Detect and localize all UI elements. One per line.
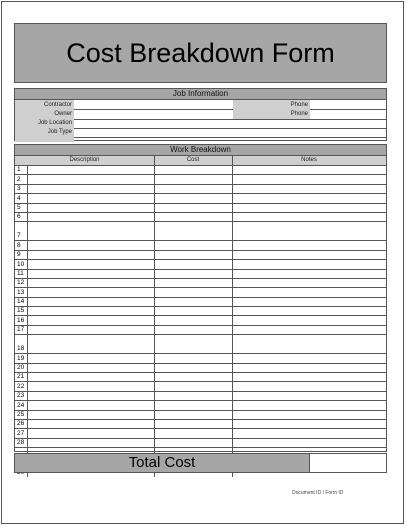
row-number: 15 — [17, 307, 25, 315]
table-row — [15, 364, 386, 373]
cost-cell[interactable] — [155, 270, 232, 278]
cost-column-header: Cost — [186, 157, 200, 163]
description-cell[interactable] — [28, 166, 154, 174]
table-row — [15, 166, 386, 175]
column-divider — [154, 382, 155, 390]
cost-cell[interactable] — [155, 241, 232, 249]
column-divider — [232, 288, 233, 296]
column-divider — [154, 279, 155, 287]
table-row — [15, 307, 386, 316]
cost-cell[interactable] — [155, 166, 232, 174]
row-number: 12 — [17, 279, 25, 287]
column-divider — [154, 175, 155, 183]
description-cell[interactable] — [28, 439, 154, 447]
table-row — [15, 316, 386, 325]
table-row — [15, 175, 386, 184]
job-information-section — [14, 88, 387, 141]
column-divider — [154, 260, 155, 268]
cost-cell[interactable] — [155, 429, 232, 437]
column-divider — [154, 307, 155, 315]
column-divider — [232, 382, 233, 390]
description-cell[interactable] — [28, 373, 154, 381]
form-title — [14, 23, 387, 83]
table-row — [15, 401, 386, 410]
notes-cell[interactable] — [233, 307, 386, 315]
description-cell[interactable] — [28, 213, 154, 221]
notes-cell[interactable] — [233, 251, 386, 259]
description-cell[interactable] — [28, 335, 154, 353]
contractor-phone-label: Phone — [290, 102, 308, 108]
cost-cell[interactable] — [155, 335, 232, 353]
cost-cell[interactable] — [155, 401, 232, 409]
column-divider — [154, 222, 155, 240]
row-number: 21 — [17, 373, 25, 381]
description-cell[interactable] — [28, 288, 154, 296]
job-information-grid — [15, 100, 386, 142]
notes-cell[interactable] — [233, 429, 386, 437]
row-number: 11 — [17, 269, 24, 277]
column-divider — [232, 241, 233, 249]
notes-cell[interactable] — [233, 316, 386, 324]
total-cost-label: Total Cost — [128, 454, 196, 471]
description-cell[interactable] — [28, 260, 154, 268]
table-row — [15, 373, 386, 382]
column-divider — [154, 354, 155, 362]
cost-cell[interactable] — [155, 354, 232, 362]
column-divider — [154, 401, 155, 409]
divider — [310, 109, 386, 110]
column-divider — [232, 373, 233, 381]
cost-cell[interactable] — [155, 364, 232, 372]
notes-cell[interactable] — [233, 194, 386, 202]
column-divider — [154, 288, 155, 296]
row-number: 6 — [17, 213, 21, 221]
column-divider — [232, 335, 233, 353]
job-location-label: Job Location — [37, 120, 72, 126]
cost-cell[interactable] — [155, 213, 232, 221]
column-divider — [232, 194, 233, 202]
cost-cell[interactable] — [155, 222, 232, 240]
column-divider — [154, 185, 155, 193]
description-cell[interactable] — [28, 251, 154, 259]
column-divider — [154, 373, 155, 381]
owner-field[interactable] — [74, 110, 233, 119]
owner-label: Owner — [54, 111, 72, 117]
column-divider — [232, 411, 233, 419]
column-divider — [232, 420, 233, 428]
form-title-text: Cost Breakdown Form — [66, 37, 335, 68]
description-cell[interactable] — [28, 316, 154, 324]
row-number: 14 — [17, 298, 25, 306]
column-divider — [232, 279, 233, 287]
divider — [74, 137, 386, 138]
notes-cell[interactable] — [233, 175, 386, 183]
table-row — [15, 194, 386, 203]
divider — [74, 119, 386, 120]
cost-cell[interactable] — [155, 392, 232, 400]
notes-cell[interactable] — [233, 213, 386, 221]
column-headers — [15, 156, 386, 166]
column-divider — [232, 156, 233, 165]
description-cell[interactable] — [28, 175, 154, 183]
table-row — [15, 279, 386, 288]
divider — [74, 109, 233, 110]
row-number: 19 — [17, 354, 25, 362]
row-number: 4 — [17, 194, 21, 202]
table-row — [15, 429, 386, 438]
notes-cell[interactable] — [233, 270, 386, 278]
column-divider — [154, 429, 155, 437]
column-divider — [232, 439, 233, 447]
column-divider — [232, 213, 233, 221]
cost-cell[interactable] — [155, 373, 232, 381]
table-row — [15, 213, 386, 222]
row-number: 28 — [17, 439, 25, 447]
cost-cell[interactable] — [155, 439, 232, 447]
row-number: 7 — [17, 232, 21, 240]
description-cell[interactable] — [28, 411, 154, 419]
notes-cell[interactable] — [233, 411, 386, 419]
row-number: 9 — [17, 251, 21, 259]
notes-cell[interactable] — [233, 373, 386, 381]
row-number: 25 — [17, 410, 25, 418]
row-number: 16 — [17, 316, 25, 324]
column-divider — [154, 335, 155, 353]
description-cell[interactable] — [28, 401, 154, 409]
column-divider — [232, 307, 233, 315]
description-cell[interactable] — [28, 307, 154, 315]
cost-cell[interactable] — [155, 307, 232, 315]
column-divider — [154, 204, 155, 212]
table-row — [15, 335, 386, 354]
column-divider — [232, 298, 233, 306]
notes-cell[interactable] — [233, 335, 386, 353]
cost-cell[interactable] — [155, 204, 232, 212]
cost-cell[interactable] — [155, 316, 232, 324]
description-cell[interactable] — [28, 279, 154, 287]
row-number: 27 — [17, 429, 25, 437]
description-cell[interactable] — [28, 364, 154, 372]
job-type-label: Job Type — [47, 129, 72, 135]
cost-cell[interactable] — [155, 194, 232, 202]
column-divider — [154, 251, 155, 259]
description-cell[interactable] — [28, 241, 154, 249]
notes-cell[interactable] — [233, 364, 386, 372]
column-divider — [232, 175, 233, 183]
notes-cell[interactable] — [233, 298, 386, 306]
column-divider — [232, 260, 233, 268]
row-number: 17 — [17, 326, 25, 334]
column-divider — [154, 241, 155, 249]
footer-text: Document ID / Form ID — [292, 490, 344, 496]
description-cell[interactable] — [28, 204, 154, 212]
cost-cell[interactable] — [155, 411, 232, 419]
notes-cell[interactable] — [233, 439, 386, 447]
owner-phone-field[interactable] — [310, 110, 386, 119]
column-divider — [232, 401, 233, 409]
cost-cell[interactable] — [155, 185, 232, 193]
contractor-phone-field[interactable] — [310, 100, 386, 109]
cost-cell[interactable] — [155, 382, 232, 390]
notes-cell[interactable] — [233, 420, 386, 428]
description-cell[interactable] — [28, 326, 154, 334]
column-divider — [232, 270, 233, 278]
row-number: 23 — [17, 392, 25, 400]
row-number: 26 — [17, 420, 25, 428]
notes-cell[interactable] — [233, 260, 386, 268]
table-row — [15, 222, 386, 241]
contractor-field[interactable] — [74, 100, 233, 109]
row-number: 3 — [17, 185, 21, 193]
row-number: 2 — [17, 175, 21, 183]
table-row — [15, 411, 386, 420]
column-divider — [232, 204, 233, 212]
cost-cell[interactable] — [155, 279, 232, 287]
table-row — [15, 185, 386, 194]
contractor-label: Contractor — [43, 102, 72, 108]
description-cell[interactable] — [28, 298, 154, 306]
table-row — [15, 251, 386, 260]
description-column-header: Description — [69, 157, 100, 163]
column-divider — [154, 213, 155, 221]
column-divider — [154, 392, 155, 400]
notes-cell[interactable] — [233, 392, 386, 400]
table-row — [15, 354, 386, 363]
cost-cell[interactable] — [155, 260, 232, 268]
column-divider — [232, 185, 233, 193]
notes-cell[interactable] — [233, 166, 386, 174]
row-number: 24 — [17, 401, 25, 409]
column-divider — [232, 429, 233, 437]
column-divider — [154, 156, 155, 165]
column-divider — [232, 166, 233, 174]
column-divider — [154, 439, 155, 447]
column-divider — [232, 392, 233, 400]
total-cost-field[interactable] — [309, 454, 386, 472]
column-divider — [154, 270, 155, 278]
table-row — [15, 326, 386, 335]
row-number: 20 — [17, 364, 25, 372]
notes-cell[interactable] — [233, 354, 386, 362]
description-cell[interactable] — [28, 429, 154, 437]
column-divider — [232, 364, 233, 372]
description-cell[interactable] — [28, 194, 154, 202]
table-row — [15, 241, 386, 250]
work-breakdown-heading: Work Breakdown — [15, 145, 386, 156]
notes-cell[interactable] — [233, 241, 386, 249]
table-row — [15, 204, 386, 213]
column-divider — [154, 316, 155, 324]
description-cell[interactable] — [28, 382, 154, 390]
work-breakdown-section — [14, 144, 387, 452]
table-row — [15, 382, 386, 391]
column-divider — [232, 326, 233, 334]
row-number: 1 — [17, 166, 21, 174]
cost-cell[interactable] — [155, 298, 232, 306]
notes-cell[interactable] — [233, 382, 386, 390]
column-divider — [154, 298, 155, 306]
table-row — [15, 420, 386, 429]
notes-cell[interactable] — [233, 401, 386, 409]
column-divider — [232, 222, 233, 240]
column-divider — [154, 364, 155, 372]
column-divider — [154, 420, 155, 428]
row-number: 8 — [17, 241, 21, 249]
table-row — [15, 288, 386, 297]
owner-phone-label: Phone — [290, 111, 308, 117]
column-divider — [232, 316, 233, 324]
column-divider — [154, 326, 155, 334]
table-row — [15, 439, 386, 448]
description-cell[interactable] — [28, 392, 154, 400]
notes-cell[interactable] — [233, 222, 386, 240]
column-divider — [154, 166, 155, 174]
total-cost-bar — [14, 453, 387, 473]
description-cell[interactable] — [28, 222, 154, 240]
table-row — [15, 270, 386, 279]
row-number: 5 — [17, 203, 21, 211]
row-number: 18 — [17, 345, 25, 353]
row-number: 22 — [17, 382, 25, 390]
cost-cell[interactable] — [155, 420, 232, 428]
notes-cell[interactable] — [233, 279, 386, 287]
divider — [74, 128, 386, 129]
column-divider — [154, 411, 155, 419]
table-row — [15, 298, 386, 307]
notes-cell[interactable] — [233, 326, 386, 334]
column-divider — [232, 251, 233, 259]
description-cell[interactable] — [28, 354, 154, 362]
description-cell[interactable] — [28, 420, 154, 428]
cost-cell[interactable] — [155, 288, 232, 296]
notes-cell[interactable] — [233, 185, 386, 193]
description-cell[interactable] — [28, 185, 154, 193]
table-row — [15, 392, 386, 401]
cost-cell[interactable] — [155, 251, 232, 259]
notes-column-header: Notes — [301, 157, 317, 163]
cost-cell[interactable] — [155, 175, 232, 183]
row-number: 13 — [17, 288, 25, 296]
description-cell[interactable] — [28, 270, 154, 278]
cost-cell[interactable] — [155, 326, 232, 334]
row-number: 10 — [17, 260, 25, 268]
table-row — [15, 260, 386, 269]
column-divider — [154, 194, 155, 202]
job-information-heading: Job Information — [15, 89, 386, 100]
notes-cell[interactable] — [233, 288, 386, 296]
notes-cell[interactable] — [233, 204, 386, 212]
work-breakdown-rows — [15, 166, 386, 477]
column-divider — [232, 354, 233, 362]
